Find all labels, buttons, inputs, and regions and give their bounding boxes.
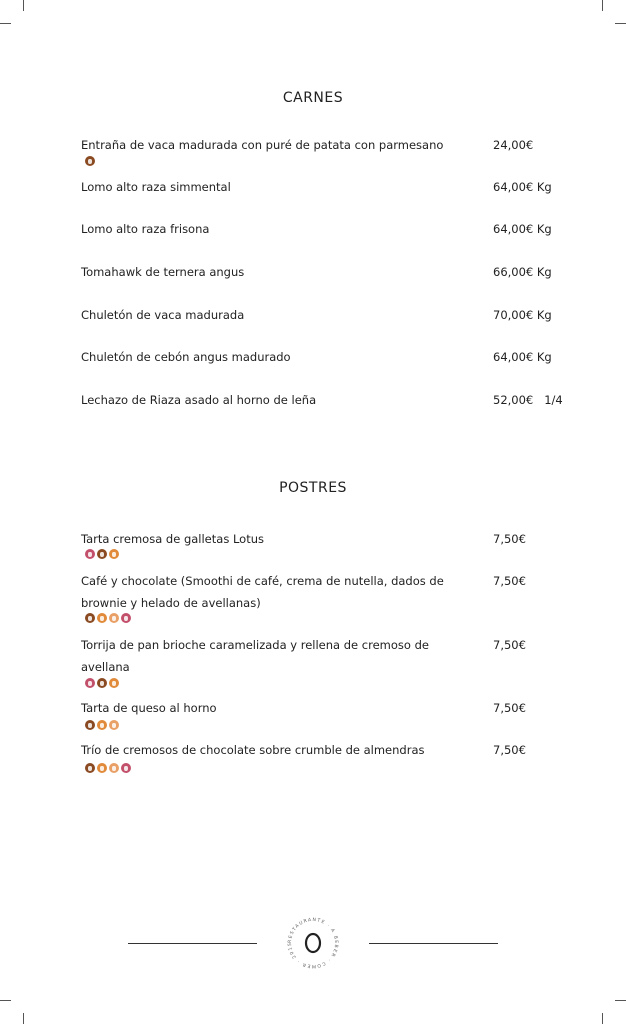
milk-allergen-icon	[97, 549, 107, 559]
crop-mark-bottom-left	[0, 1000, 11, 1001]
milk-allergen-icon	[85, 720, 95, 730]
milk-allergen-icon	[85, 156, 95, 166]
egg-allergen-icon	[121, 613, 131, 623]
gluten-allergen-icon	[97, 613, 107, 623]
allergen-list	[85, 613, 131, 623]
menu-item-name: Chuletón de cebón angus madurado	[81, 350, 291, 364]
menu-item-price: 64,00€ Kg	[493, 350, 552, 364]
crop-mark-bottom-right	[615, 1000, 626, 1001]
milk-allergen-icon	[85, 763, 95, 773]
menu-item-price: 24,00€	[493, 138, 534, 152]
allergen-list	[85, 720, 119, 730]
section-title-carnes: CARNES	[282, 90, 344, 106]
crop-mark-top-left-v	[23, 0, 24, 11]
menu-item-name: Tomahawk de ternera angus	[81, 265, 245, 279]
menu-item-name: Lechazo de Riaza asado al horno de leña	[81, 393, 317, 407]
menu-item-price: 66,00€ Kg	[493, 265, 552, 279]
menu-item-name: Entraña de vaca madurada con puré de patata con parmesano	[81, 138, 444, 152]
menu-item-price: 64,00€ Kg	[493, 180, 552, 194]
crop-mark-bottom-left-v	[23, 1013, 24, 1024]
menu-item-price: 7,50€	[493, 532, 526, 546]
milk-allergen-icon	[97, 678, 107, 688]
crop-mark-bottom-right-v	[602, 1013, 603, 1024]
menu-item-name: Lomo alto raza frisona	[81, 222, 210, 236]
menu-item-name: Trío de cremosos de chocolate sobre crumble de almendras	[81, 743, 425, 757]
allergen-list	[85, 549, 119, 559]
section-title-postres: POSTRES	[279, 480, 347, 496]
crop-mark-top-right	[615, 23, 626, 24]
footer-divider-right	[369, 943, 498, 944]
egg-allergen-icon	[85, 549, 95, 559]
milk-allergen-icon	[85, 613, 95, 623]
menu-item-price: 64,00€ Kg	[493, 222, 552, 236]
crop-mark-top-left	[0, 23, 11, 24]
menu-item-price: 7,50€	[493, 743, 526, 757]
svg-text:RESTAURANTE · A BEBER · COMER: RESTAURANTE · A BEBER · COMER · 2015	[287, 917, 339, 969]
nuts-allergen-icon	[109, 763, 119, 773]
menu-item-price: 7,50€	[493, 701, 526, 715]
egg-allergen-icon	[85, 678, 95, 688]
menu-item-name: Torrija de pan brioche caramelizada y rellena de cremoso de avellana	[81, 638, 429, 674]
menu-item-name: Tarta de queso al horno	[81, 701, 217, 715]
gluten-allergen-icon	[109, 678, 119, 688]
restaurant-logo	[285, 915, 341, 971]
menu-item-price: 7,50€	[493, 638, 526, 652]
menu-item-price: 70,00€ Kg	[493, 308, 552, 322]
menu-item-name: Tarta cremosa de galletas Lotus	[81, 532, 264, 546]
nuts-allergen-icon	[109, 720, 119, 730]
menu-item-name: Lomo alto raza simmental	[81, 180, 231, 194]
gluten-allergen-icon	[97, 720, 107, 730]
egg-allergen-icon	[121, 763, 131, 773]
allergen-list	[85, 156, 95, 166]
menu-item-price: 7,50€	[493, 574, 526, 588]
allergen-list	[85, 678, 119, 688]
crop-mark-top-right-v	[602, 0, 603, 11]
gluten-allergen-icon	[97, 763, 107, 773]
gluten-allergen-icon	[109, 549, 119, 559]
footer-divider-left	[128, 943, 257, 944]
menu-item-price: 52,00€ 1/4	[493, 393, 563, 407]
nuts-allergen-icon	[109, 613, 119, 623]
allergen-list	[85, 763, 131, 773]
menu-item-name: Chuletón de vaca madurada	[81, 308, 245, 322]
menu-item-name: Café y chocolate (Smoothi de café, crema de nutella, dados de brownie y helado de avellanas)	[81, 574, 444, 610]
